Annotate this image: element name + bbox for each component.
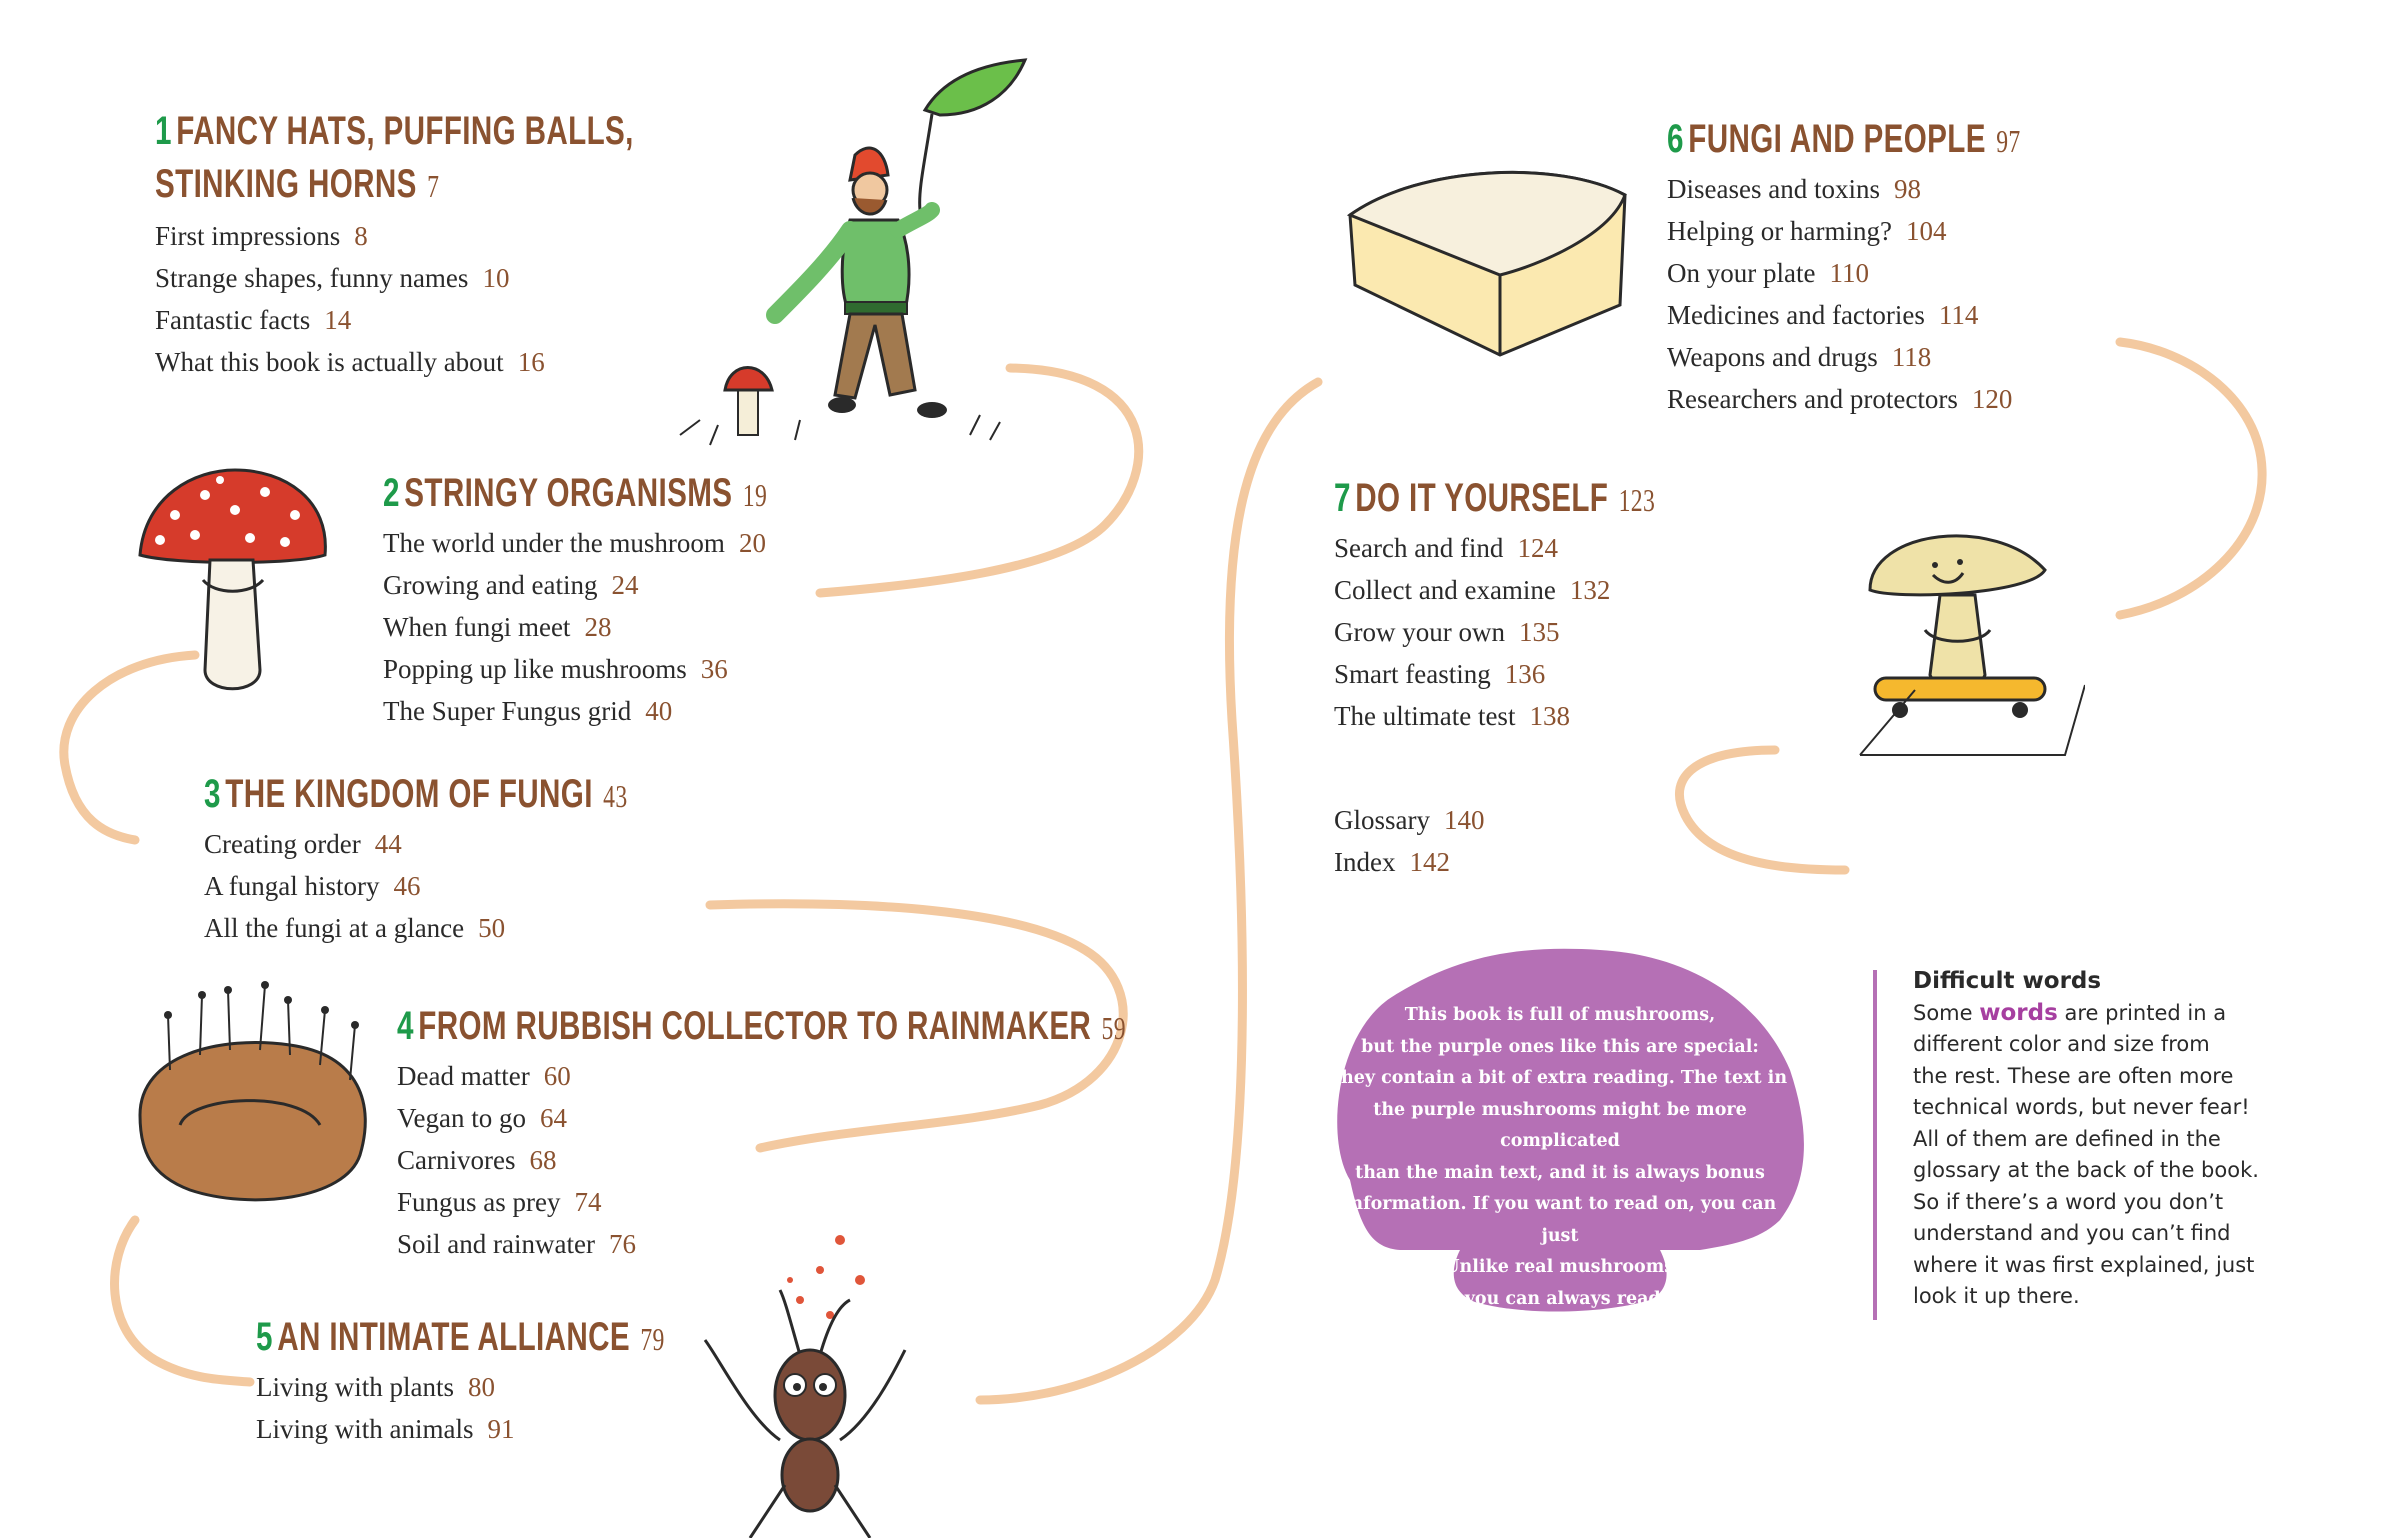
ant-illustration bbox=[690, 1220, 920, 1538]
fly-agaric-illustration bbox=[135, 460, 335, 710]
toc-entry[interactable]: Fantastic facts 14 bbox=[155, 305, 352, 335]
chapter-title[interactable]: 4 FROM RUBBISH COLLECTOR TO RAINMAKER 59 bbox=[397, 1004, 1126, 1048]
chapter-3 bbox=[204, 768, 776, 949]
toc-entry[interactable]: Helping or harming? 104 bbox=[1667, 216, 1947, 246]
toc-entry[interactable]: Fungus as prey 74 bbox=[397, 1187, 602, 1217]
toc-entry[interactable]: Carnivores 68 bbox=[397, 1145, 557, 1175]
toc-entry-index[interactable]: Index 142 bbox=[1334, 847, 1450, 877]
toc-entry[interactable]: Growing and eating 24 bbox=[383, 570, 639, 600]
highlighted-word: words bbox=[1979, 999, 2058, 1026]
toc-entry[interactable]: Medicines and factories 114 bbox=[1667, 300, 1979, 330]
chapter-title[interactable]: 5 AN INTIMATE ALLIANCE 79 bbox=[256, 1315, 665, 1359]
toc-entry[interactable]: Soil and rainwater 76 bbox=[397, 1229, 636, 1259]
toc-entry[interactable]: The Super Fungus grid 40 bbox=[383, 696, 673, 726]
toc-entry[interactable]: Grow your own 135 bbox=[1334, 617, 1560, 647]
toc-entry[interactable]: Vegan to go 64 bbox=[397, 1103, 567, 1133]
toc-entry[interactable]: What this book is actually about 16 bbox=[155, 347, 545, 377]
toc-entry[interactable]: The ultimate test 138 bbox=[1334, 701, 1570, 731]
toc-entry[interactable]: Living with animals 91 bbox=[256, 1414, 515, 1444]
mould-illustration bbox=[130, 975, 380, 1215]
chapter-7 bbox=[1334, 472, 1768, 737]
toc-entry[interactable]: Diseases and toxins 98 bbox=[1667, 174, 1921, 204]
toc-entry[interactable]: Collect and examine 132 bbox=[1334, 575, 1611, 605]
chapter-title[interactable]: 6 FUNGI AND PEOPLE 97 bbox=[1667, 117, 2021, 161]
gnome-illustration bbox=[670, 40, 1050, 470]
toc-entry[interactable]: On your plate 110 bbox=[1667, 258, 1869, 288]
purple-note-text: This book is full of mushrooms, but the purple ones like this are special: they contain a bit of extra reading. The text in the purple mushrooms might be more complicated than the main text, and it is always bonus information. If you want to read on, you can just skip them. Unlike real mushrooms, they don’t disappear, so you can always read them later if you feel like learning more. bbox=[1329, 1005, 1790, 1340]
toc-entry[interactable]: Smart feasting 136 bbox=[1334, 659, 1546, 689]
toc-entry[interactable]: A fungal history 46 bbox=[204, 871, 421, 901]
toc-entry[interactable]: Popping up like mushrooms 36 bbox=[383, 654, 728, 684]
chapter-title[interactable]: 1 FANCY HATS, PUFFING BALLS, STINKING HORNS 7 bbox=[155, 105, 634, 213]
sidebar-rule bbox=[1873, 970, 1877, 1320]
toc-entry[interactable]: Living with plants 80 bbox=[256, 1372, 495, 1402]
difficult-words-title: Difficult words bbox=[1913, 968, 2102, 994]
chapter-2 bbox=[383, 467, 902, 732]
back-matter bbox=[1334, 799, 1485, 883]
toc-entry[interactable]: Weapons and drugs 118 bbox=[1667, 342, 1932, 372]
toc-entry[interactable]: All the fungi at a glance 50 bbox=[204, 913, 506, 943]
toc-entry[interactable]: Search and find 124 bbox=[1334, 533, 1558, 563]
toc-entry-glossary[interactable]: Glossary 140 bbox=[1334, 805, 1485, 835]
toc-entry[interactable]: Dead matter 60 bbox=[397, 1061, 571, 1091]
toc-entry[interactable]: Researchers and protectors 120 bbox=[1667, 384, 2013, 414]
chapter-page: 7 bbox=[427, 168, 440, 204]
chapter-6 bbox=[1667, 113, 2145, 420]
toc-entry[interactable]: When fungi meet 28 bbox=[383, 612, 612, 642]
chapter-title[interactable]: 3 THE KINGDOM OF FUNGI 43 bbox=[204, 772, 628, 816]
chapter-title[interactable]: 2 STRINGY ORGANISMS 19 bbox=[383, 471, 768, 515]
chapter-title[interactable]: 7 DO IT YOURSELF 123 bbox=[1334, 476, 1656, 520]
difficult-words-box: Difficult words Some words are printed in a different color and size from the rest. These are often more technical words, but never fear! All of them are defined in the glossary at the back of the book. So if there’s a word you don’t understand and you can’t find where it was first explained, just look it up there. bbox=[1913, 966, 2333, 1313]
skating-mushroom-illustration bbox=[1855, 510, 2085, 770]
chapter-number: 1 bbox=[155, 109, 172, 153]
toc-entry[interactable]: Strange shapes, funny names 10 bbox=[155, 263, 510, 293]
toc-entry[interactable]: First impressions 8 bbox=[155, 221, 368, 251]
toc-entry[interactable]: The world under the mushroom 20 bbox=[383, 528, 766, 558]
toc-entry[interactable]: Creating order 44 bbox=[204, 829, 402, 859]
cheese-illustration bbox=[1340, 155, 1640, 365]
